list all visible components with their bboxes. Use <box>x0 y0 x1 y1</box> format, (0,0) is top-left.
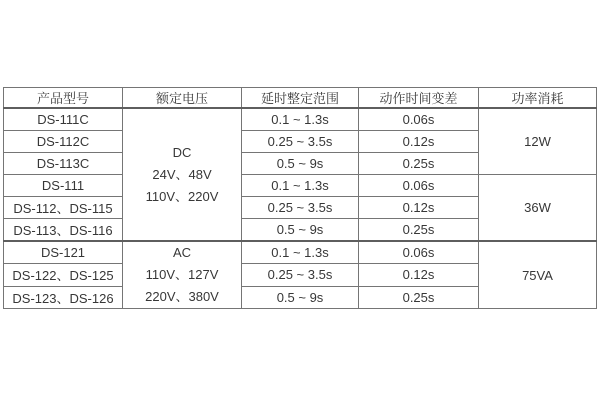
voltage-line: 24V、48V <box>152 166 212 182</box>
column-header-action-time-deviation: 动作时间变差 <box>359 88 479 109</box>
cell-product-model: DS-113C <box>4 153 123 175</box>
cell-product-model: DS-122、DS-125 <box>4 264 123 286</box>
cell-action-time-deviation: 0.12s <box>359 197 479 219</box>
cell-delay-setting-range: 0.5 ~ 9s <box>242 153 359 175</box>
cell-product-model: DS-111 <box>4 175 123 197</box>
header-row <box>4 88 597 109</box>
table-body <box>4 108 597 309</box>
cell-product-model: DS-112、DS-115 <box>4 197 123 219</box>
cell-delay-setting-range: 0.25 ~ 3.5s <box>242 197 359 219</box>
cell-delay-setting-range: 0.25 ~ 3.5s <box>242 131 359 153</box>
cell-action-time-deviation: 0.12s <box>359 131 479 153</box>
voltage-line: 110V、127V <box>145 267 219 282</box>
cell-power-consumption: 36W <box>479 175 597 242</box>
cell-action-time-deviation: 0.06s <box>359 175 479 197</box>
cell-product-model: DS-112C <box>4 131 123 153</box>
cell-power-consumption: 75VA <box>479 241 597 309</box>
cell-product-model: DS-111C <box>4 108 123 131</box>
cell-action-time-deviation: 0.25s <box>359 219 479 242</box>
column-header-power-consumption: 功率消耗 <box>479 88 597 109</box>
cell-delay-setting-range: 0.1 ~ 1.3s <box>242 175 359 197</box>
voltage-line: 110V、220V <box>145 188 219 204</box>
cell-action-time-deviation: 0.25s <box>359 286 479 308</box>
cell-action-time-deviation: 0.06s <box>359 108 479 131</box>
cell-action-time-deviation: 0.25s <box>359 153 479 175</box>
cell-product-model: DS-113、DS-116 <box>4 219 123 242</box>
cell-action-time-deviation: 0.12s <box>359 264 479 286</box>
column-header-model: 产品型号 <box>4 88 123 109</box>
cell-product-model: DS-123、DS-126 <box>4 286 123 308</box>
column-header-rated-voltage: 额定电压 <box>123 88 242 109</box>
table-row <box>4 108 597 131</box>
cell-delay-setting-range: 0.5 ~ 9s <box>242 286 359 308</box>
cell-rated-voltage <box>123 241 242 309</box>
voltage-line: DC <box>172 144 192 160</box>
cell-delay-setting-range: 0.1 ~ 1.3s <box>242 108 359 131</box>
voltage-line: AC <box>172 245 192 260</box>
cell-delay-setting-range: 0.25 ~ 3.5s <box>242 264 359 286</box>
cell-rated-voltage <box>123 108 242 241</box>
product-spec-table <box>3 87 597 309</box>
cell-delay-setting-range: 0.5 ~ 9s <box>242 219 359 242</box>
cell-product-model: DS-121 <box>4 241 123 264</box>
table-row <box>4 175 597 197</box>
cell-power-consumption: 12W <box>479 108 597 175</box>
table-header <box>4 88 597 109</box>
table-row <box>4 241 597 264</box>
cell-delay-setting-range: 0.1 ~ 1.3s <box>242 241 359 264</box>
voltage-line: 220V、380V <box>145 289 219 304</box>
column-header-delay-setting-range: 延时整定范围 <box>242 88 359 109</box>
cell-action-time-deviation: 0.06s <box>359 241 479 264</box>
